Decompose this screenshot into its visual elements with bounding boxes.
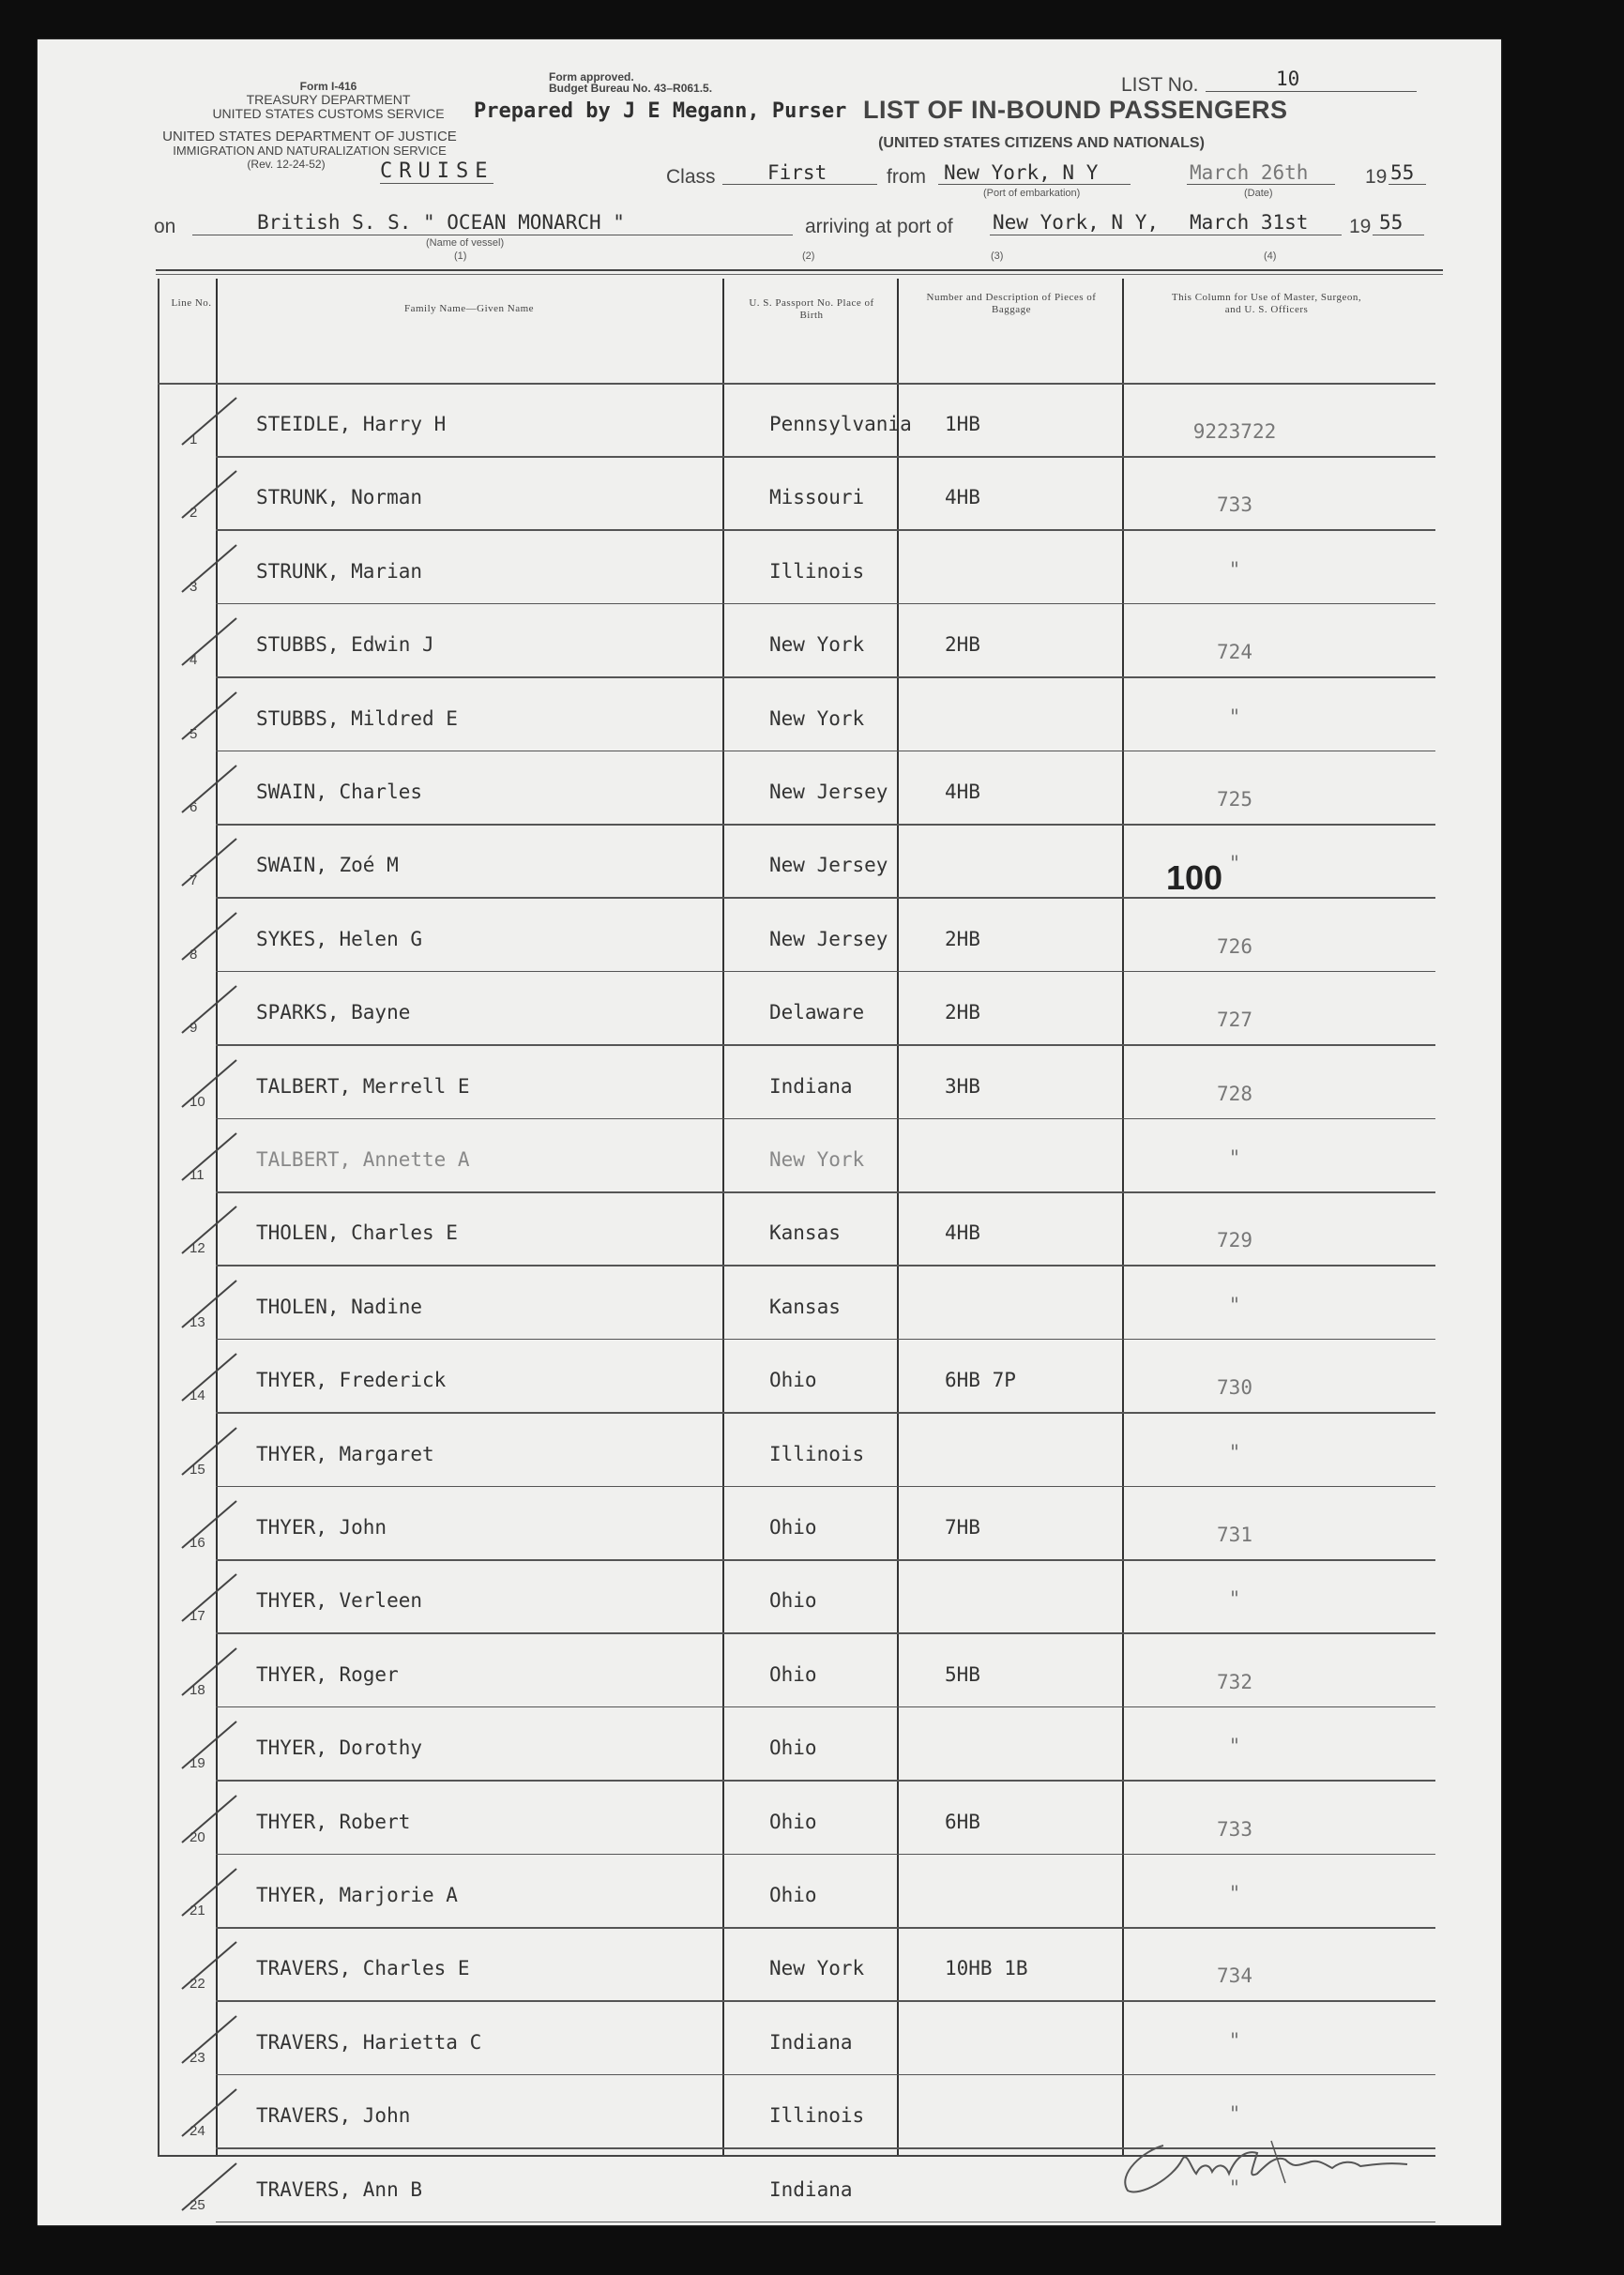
- passenger-name: SWAIN, Charles: [256, 781, 423, 803]
- line-number: 15: [190, 1461, 205, 1478]
- birth-place: Ohio: [769, 1516, 817, 1539]
- table-row: [169, 1929, 1435, 2002]
- row-rule: [216, 603, 1435, 605]
- prepared-by: Prepared by J E Megann, Purser: [474, 99, 847, 123]
- passenger-name: TRAVERS, Harietta C: [256, 2030, 482, 2054]
- line-number: 14: [190, 1388, 205, 1404]
- birth-place: Indiana: [769, 2177, 853, 2201]
- line-number: 11: [190, 1167, 205, 1183]
- birth-place: Missouri: [769, 486, 865, 509]
- line-number: 12: [190, 1240, 205, 1257]
- vessel-caption: (Name of vessel): [426, 237, 505, 249]
- row-rule: [216, 529, 1435, 531]
- birth-place: Illinois: [769, 1442, 865, 1465]
- birth-place: Ohio: [769, 1589, 817, 1613]
- officer-entry: ": [1228, 1882, 1241, 1904]
- birth-place: Pennsylvania: [769, 413, 912, 435]
- passenger-name: THYER, Marjorie A: [256, 1884, 458, 1906]
- line-number: 20: [190, 1828, 205, 1845]
- row-rule: [216, 1854, 1435, 1856]
- passenger-name: SWAIN, Zoé M: [256, 854, 399, 877]
- passenger-table: [169, 279, 1435, 2213]
- row-rule: [216, 751, 1435, 752]
- table-row: [169, 752, 1435, 826]
- form-approved: Form approved.: [549, 70, 634, 83]
- table-row: [169, 532, 1435, 605]
- line-number: 3: [190, 578, 198, 595]
- from-label: from: [887, 166, 926, 188]
- officer-entry: ": [1228, 2028, 1241, 2052]
- line-number: 10: [190, 1093, 205, 1110]
- list-number: 10: [1276, 68, 1300, 90]
- from-value: New York, N Y: [944, 161, 1099, 184]
- arr-year-prefix: 19: [1349, 216, 1372, 237]
- vessel-name: British S. S. " OCEAN MONARCH ": [257, 211, 625, 234]
- class-line: [722, 184, 877, 185]
- list-no-label: LIST No.: [1121, 74, 1199, 96]
- line-number: 23: [190, 2049, 205, 2066]
- baggage-count: 2HB: [945, 1001, 980, 1024]
- line-number: 21: [190, 1903, 205, 1919]
- line-number: 22: [190, 1976, 205, 1993]
- birth-place: New Jersey: [769, 854, 888, 877]
- passenger-name: TRAVERS, Charles E: [256, 1957, 470, 1980]
- arrival-year: 55: [1379, 211, 1404, 234]
- row-rule: [216, 1706, 1435, 1708]
- col-num-1: (1): [454, 250, 467, 262]
- line-number: 4: [190, 652, 198, 669]
- passenger-name: THYER, Roger: [256, 1662, 399, 1686]
- officer-entry: ": [1228, 1146, 1241, 1169]
- table-row: [169, 605, 1435, 678]
- passenger-name: THYER, Margaret: [256, 1442, 434, 1465]
- row-rule: [216, 1265, 1435, 1266]
- row-rule: [216, 1191, 1435, 1193]
- table-row: [169, 1782, 1435, 1856]
- line-number: 18: [190, 1681, 205, 1698]
- birth-place: New Jersey: [769, 781, 888, 803]
- row-rule: [216, 2222, 1435, 2223]
- form-title: LIST OF IN-BOUND PASSENGERS: [863, 96, 1288, 124]
- officer-entry: 728: [1217, 1082, 1252, 1105]
- table-row: [169, 900, 1435, 973]
- date-caption: (Date): [1244, 188, 1273, 199]
- passenger-name: STUBBS, Edwin J: [256, 633, 434, 657]
- col-header-line-no: Line No.: [171, 297, 212, 309]
- officer-entry: 9223722: [1192, 420, 1277, 443]
- officer-entry: ": [1228, 705, 1241, 728]
- arriving-label: arriving at port of: [805, 216, 953, 237]
- line-number: 24: [190, 2123, 205, 2140]
- baggage-count: 10HB 1B: [945, 1957, 1028, 1980]
- row-rule: [216, 456, 1435, 458]
- table-row: [169, 1047, 1435, 1120]
- birth-place: New York: [769, 1148, 865, 1171]
- passenger-name: THYER, Robert: [256, 1810, 411, 1833]
- row-rule: [216, 1632, 1435, 1634]
- arrival-date: March 31st: [1190, 211, 1309, 234]
- line-number: 8: [190, 946, 198, 963]
- officer-entry: ": [1228, 2176, 1241, 2199]
- birth-place: New York: [769, 633, 865, 657]
- table-row: [169, 1415, 1435, 1488]
- birth-place: New York: [769, 1957, 865, 1980]
- line-number: 25: [190, 2196, 205, 2213]
- budget-bureau: Budget Bureau No. 43–R061.5.: [549, 82, 713, 95]
- table-row: [169, 1856, 1435, 1929]
- table-row: [169, 1341, 1435, 1414]
- manifest-sheet: [38, 39, 1501, 2225]
- baggage-count: 4HB: [945, 781, 980, 803]
- officer-entry: 725: [1217, 788, 1252, 811]
- row-rule: [216, 824, 1435, 826]
- birth-place: New York: [769, 706, 865, 730]
- birth-place: Kansas: [769, 1221, 841, 1245]
- class-label: Class: [666, 166, 716, 188]
- col-header-passport: U. S. Passport No. Place of Birth: [749, 297, 874, 321]
- line-number: 1: [190, 432, 198, 447]
- officer-entry: 732: [1217, 1670, 1252, 1693]
- baggage-count: 3HB: [945, 1074, 980, 1098]
- header-rule-2: [156, 274, 1443, 275]
- passenger-name: TALBERT, Annette A: [256, 1148, 470, 1171]
- baggage-count: 6HB: [945, 1810, 980, 1833]
- officer-entry: ": [1228, 852, 1241, 875]
- col-header-name: Family Name—Given Name: [403, 303, 535, 314]
- row-rule: [216, 676, 1435, 678]
- col-header-baggage: Number and Description of Pieces of Baggage: [926, 292, 1097, 315]
- departure-year: 55: [1390, 161, 1415, 184]
- line-number: 9: [190, 1020, 198, 1037]
- customs-label: UNITED STATES CUSTOMS SERVICE: [212, 106, 445, 121]
- passenger-name: STRUNK, Marian: [256, 559, 423, 583]
- officer-entry: ": [1228, 557, 1241, 581]
- passenger-name: TRAVERS, John: [256, 2104, 411, 2128]
- baggage-count: 1HB: [945, 413, 980, 435]
- table-row: [169, 973, 1435, 1046]
- officer-entry: 733: [1217, 1817, 1252, 1841]
- passenger-name: STRUNK, Norman: [256, 486, 423, 509]
- row-rule: [216, 2000, 1435, 2002]
- passenger-name: TALBERT, Merrell E: [256, 1074, 470, 1098]
- line-number: 16: [190, 1535, 205, 1551]
- col-num-4: (4): [1264, 250, 1277, 262]
- on-label: on: [154, 216, 176, 237]
- header-rule: [156, 269, 1443, 271]
- passenger-name: THYER, Frederick: [256, 1369, 447, 1392]
- row-rule: [216, 1486, 1435, 1488]
- passenger-name: TRAVERS, Ann B: [256, 2177, 423, 2201]
- officer-entry: 729: [1217, 1229, 1252, 1252]
- dep-date-line: [1187, 184, 1335, 185]
- port-caption: (Port of embarkation): [983, 188, 1081, 199]
- cruise-label: CRUISE: [380, 159, 494, 183]
- birth-place: Ohio: [769, 1810, 817, 1833]
- dep-year-prefix: 19: [1365, 166, 1388, 188]
- table-row: [169, 458, 1435, 531]
- row-rule: [216, 971, 1435, 973]
- birth-place: New Jersey: [769, 927, 888, 950]
- row-rule: [216, 2074, 1435, 2076]
- baggage-count: 2HB: [945, 927, 980, 950]
- baggage-count: 4HB: [945, 486, 980, 509]
- officer-signature: [1107, 2127, 1482, 2202]
- row-rule: [216, 1339, 1435, 1341]
- row-rule: [216, 1927, 1435, 1929]
- col-header-officers: This Column for Use of Master, Surgeon, and U. S. Officers: [1171, 292, 1362, 315]
- passenger-name: THOLEN, Nadine: [256, 1295, 423, 1318]
- birth-place: Kansas: [769, 1295, 841, 1318]
- officer-entry: ": [1228, 1293, 1241, 1316]
- officer-entry: 727: [1217, 1009, 1252, 1032]
- officer-entry: 726: [1217, 934, 1252, 958]
- justice-label: UNITED STATES DEPARTMENT OF JUSTICE: [162, 129, 457, 144]
- table-row: [169, 2003, 1435, 2076]
- birth-place: Ohio: [769, 1884, 817, 1906]
- table-row: [169, 826, 1435, 899]
- baggage-count: 4HB: [945, 1221, 980, 1245]
- line-number: 6: [190, 799, 198, 815]
- passenger-name: STEIDLE, Harry H: [256, 413, 447, 435]
- table-row: [169, 1120, 1435, 1193]
- departure-date: March 26th: [1190, 161, 1309, 184]
- col-num-3: (3): [991, 250, 1004, 262]
- officer-entry: 731: [1217, 1524, 1252, 1546]
- line-number: 17: [190, 1608, 205, 1625]
- from-line: [938, 184, 1131, 185]
- table-row: [169, 385, 1435, 458]
- officer-entry: ": [1228, 2102, 1241, 2126]
- line-number: 13: [190, 1313, 205, 1330]
- line-number: 2: [190, 505, 198, 522]
- row-rule: [216, 1780, 1435, 1782]
- birth-place: Illinois: [769, 2104, 865, 2128]
- table-row: [169, 1708, 1435, 1782]
- table-row: [169, 1267, 1435, 1341]
- row-rule: [216, 1559, 1435, 1561]
- revision-label: (Rev. 12-24-52): [247, 158, 326, 171]
- officer-entry: ": [1228, 1735, 1241, 1758]
- officer-entry: ": [1228, 1587, 1241, 1611]
- passenger-name: THYER, Verleen: [256, 1589, 423, 1613]
- birth-place: Indiana: [769, 1074, 853, 1098]
- birth-place: Indiana: [769, 2030, 853, 2054]
- col-num-2: (2): [802, 250, 815, 262]
- passenger-name: STUBBS, Mildred E: [256, 706, 458, 730]
- stamp-number: 100: [1166, 858, 1223, 897]
- birth-place: Ohio: [769, 1662, 817, 1686]
- line-number: 7: [190, 872, 198, 889]
- birth-place: Illinois: [769, 559, 865, 583]
- officer-entry: 730: [1217, 1376, 1252, 1400]
- table-row: [169, 1488, 1435, 1561]
- line-number: 19: [190, 1755, 205, 1772]
- line-number: 5: [190, 725, 198, 742]
- row-rule: [216, 1044, 1435, 1046]
- officer-entry: 734: [1217, 1964, 1252, 1988]
- baggage-count: 2HB: [945, 633, 980, 657]
- passenger-name: THYER, Dorothy: [256, 1737, 423, 1760]
- baggage-count: 6HB 7P: [945, 1369, 1016, 1392]
- table-row: [169, 1561, 1435, 1634]
- arrival-port: New York, N Y,: [993, 211, 1160, 234]
- passenger-name: THYER, John: [256, 1516, 387, 1539]
- baggage-count: 5HB: [945, 1662, 980, 1686]
- list-no-line: [1206, 91, 1417, 92]
- birth-place: Delaware: [769, 1001, 865, 1024]
- table-row: [169, 679, 1435, 752]
- officer-entry: ": [1228, 1440, 1241, 1464]
- table-row: [169, 1635, 1435, 1708]
- birth-place: Ohio: [769, 1369, 817, 1392]
- birth-place: Ohio: [769, 1737, 817, 1760]
- row-rule: [216, 897, 1435, 899]
- baggage-count: 7HB: [945, 1516, 980, 1539]
- table-row: [169, 1193, 1435, 1266]
- officer-entry: 724: [1217, 641, 1252, 664]
- passenger-name: SYKES, Helen G: [256, 927, 423, 950]
- row-rule: [216, 1412, 1435, 1414]
- class-value: First: [767, 161, 827, 184]
- passenger-name: SPARKS, Bayne: [256, 1001, 411, 1024]
- row-rule: [216, 1118, 1435, 1120]
- officer-entry: 733: [1217, 493, 1252, 517]
- dep-year-line: [1389, 184, 1426, 185]
- treasury-label: TREASURY DEPARTMENT: [246, 92, 411, 107]
- form-number: Form I-416: [299, 80, 357, 93]
- passenger-name: THOLEN, Charles E: [256, 1221, 458, 1245]
- citizens-caption: (UNITED STATES CITIZENS AND NATIONALS): [878, 135, 1205, 151]
- ins-label: IMMIGRATION AND NATURALIZATION SERVICE: [173, 144, 447, 158]
